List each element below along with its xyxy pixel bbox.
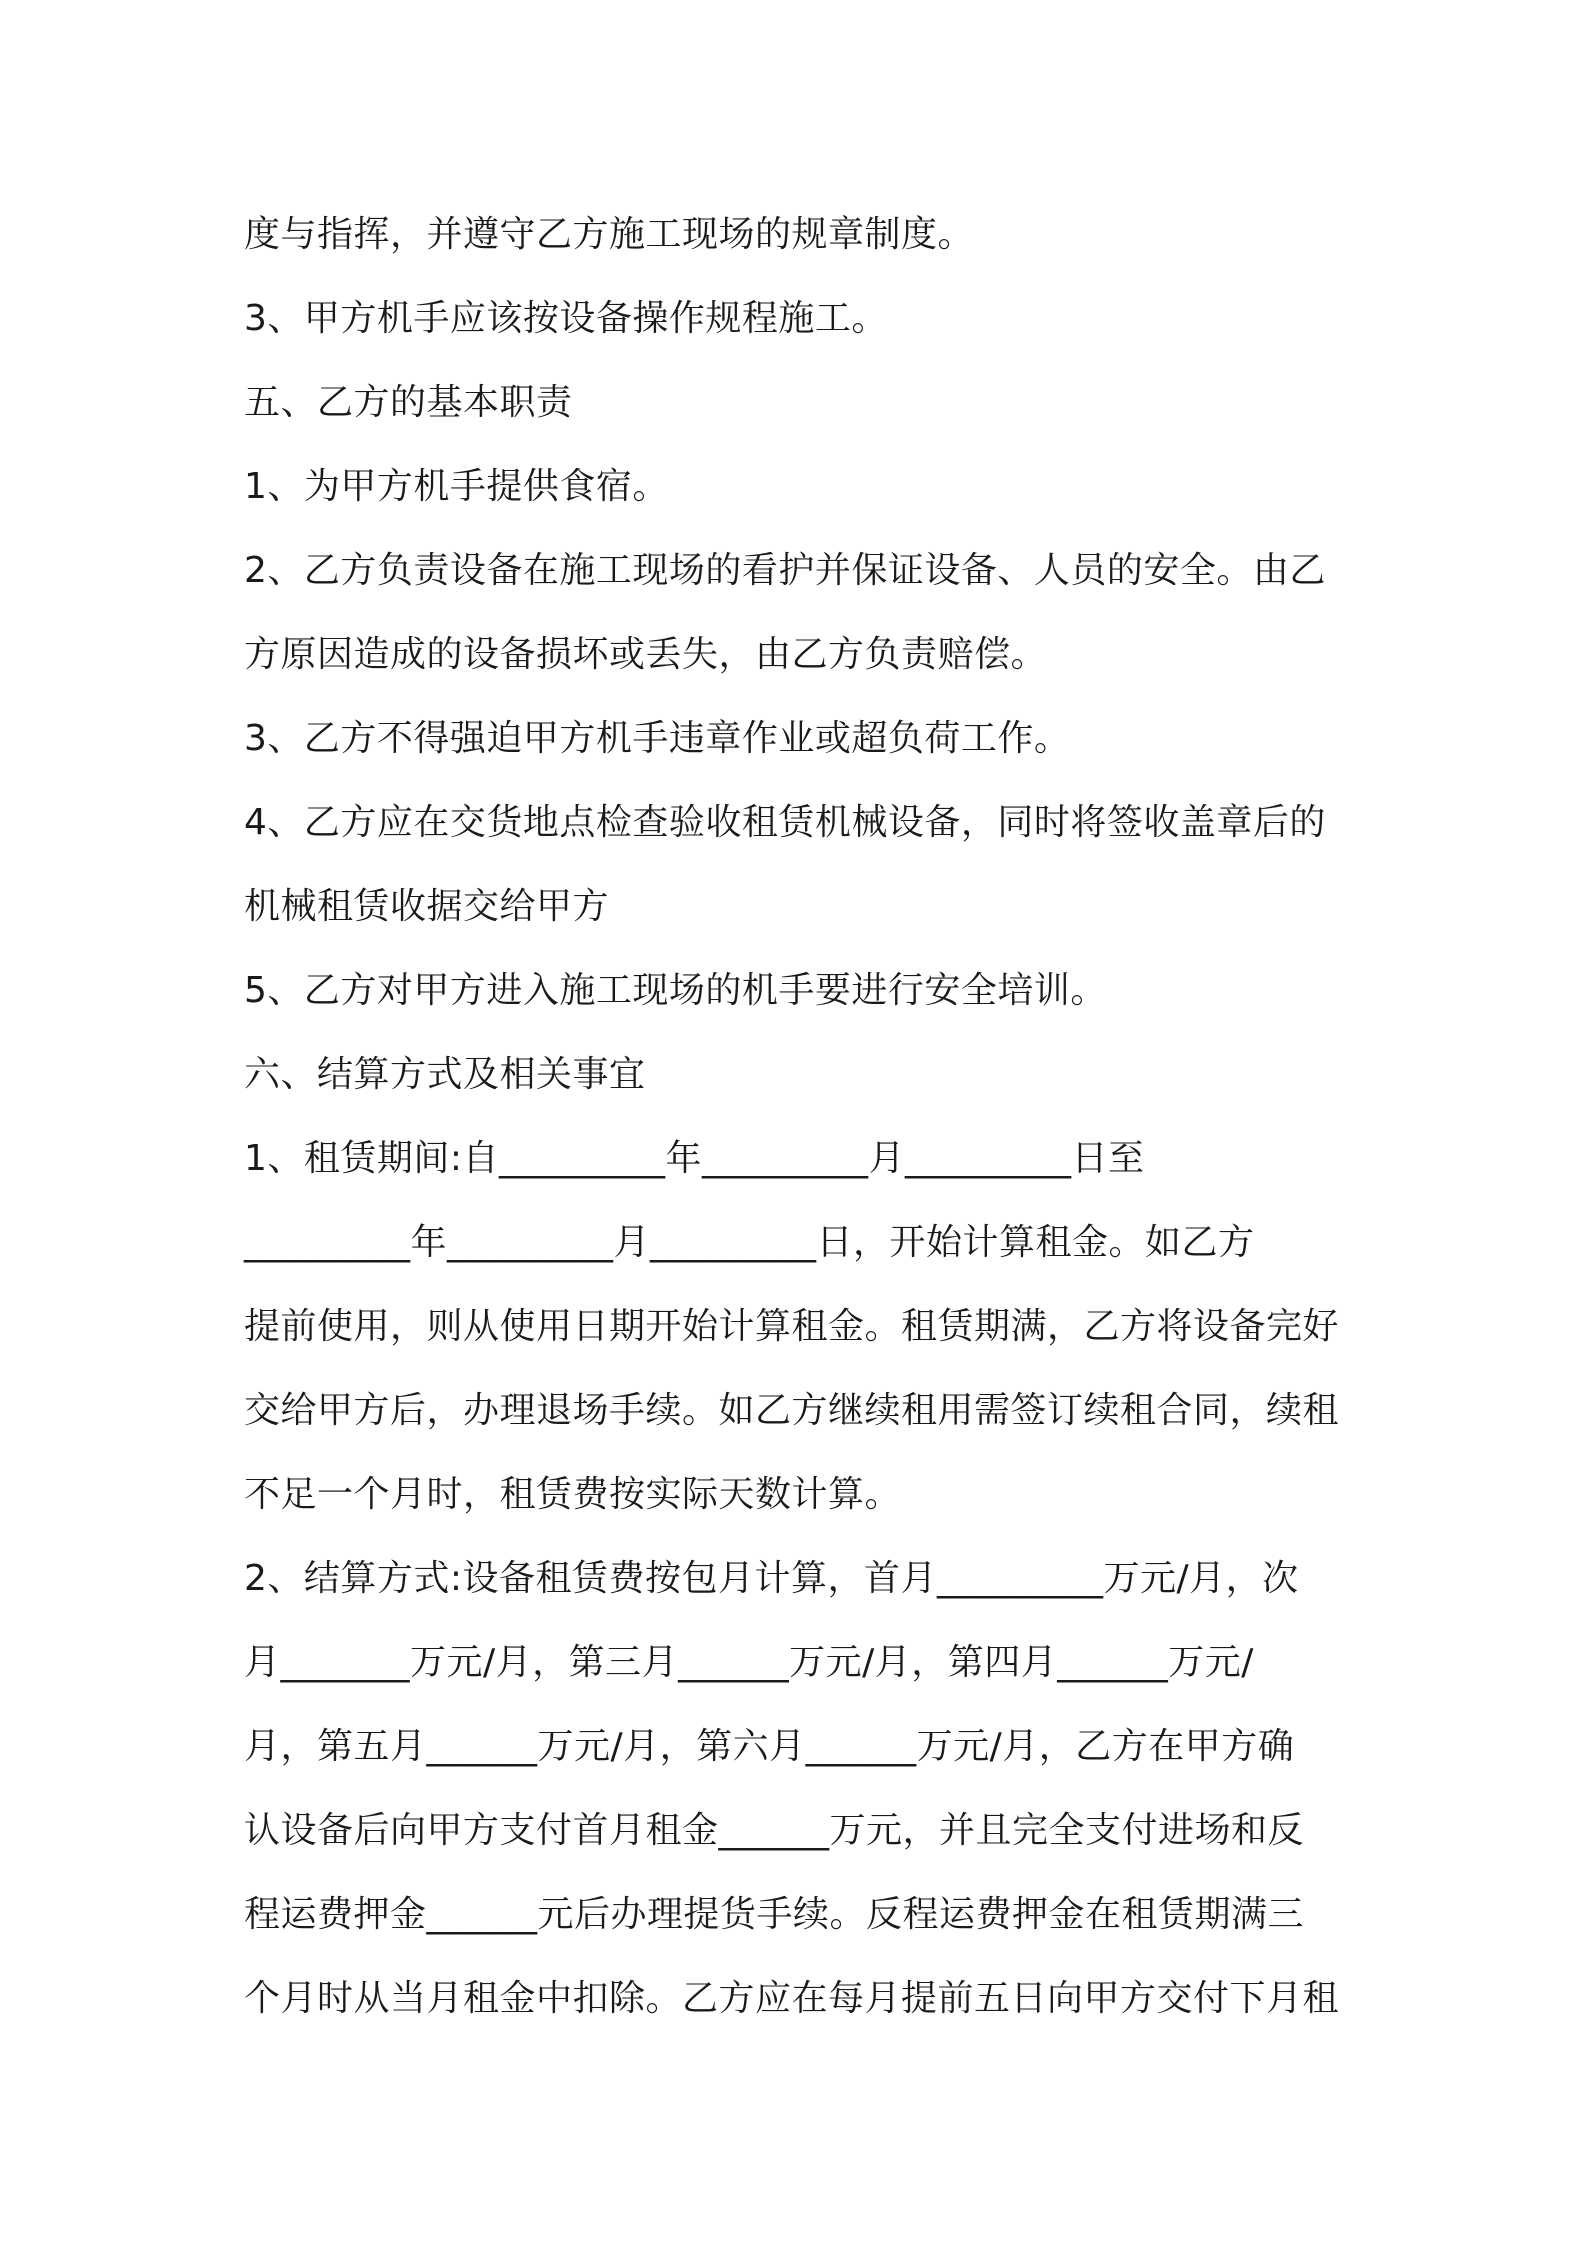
paragraph-line: 交给甲方后，办理退场手续。如乙方继续租用需签订续租合同，续租	[244, 1390, 1340, 1431]
paragraph-line: 度与指挥，并遵守乙方施工现场的规章制度。	[244, 214, 975, 255]
paragraph-line: 提前使用，则从使用日期开始计算租金。租赁期满，乙方将设备完好	[244, 1306, 1340, 1347]
paragraph-line: 方原因造成的设备损坏或丢失，由乙方负责赔偿。	[244, 634, 1048, 675]
paragraph-line: 1、为甲方机手提供食宿。	[244, 466, 669, 507]
section-heading: 六、结算方式及相关事宜	[244, 1054, 646, 1095]
paragraph-line: _________年_________月_________日，开始计算租金。如乙方	[244, 1222, 1255, 1263]
document-body	[244, 193, 1364, 2041]
paragraph-line: 机械租赁收据交给甲方	[244, 886, 610, 927]
paragraph-line: 程运费押金______元后办理提货手续。反程运费押金在租赁期满三	[244, 1894, 1305, 1935]
paragraph-line: 个月时从当月租金中扣除。乙方应在每月提前五日向甲方交付下月租	[244, 1978, 1340, 2019]
paragraph-line: 2、结算方式:设备租赁费按包月计算，首月_________万元/月，次	[244, 1558, 1299, 1599]
paragraph-line: 2、乙方负责设备在施工现场的看护并保证设备、人员的安全。由乙	[244, 550, 1326, 591]
paragraph-line: 3、乙方不得强迫甲方机手违章作业或超负荷工作。	[244, 718, 1071, 759]
paragraph-line: 1、租赁期间:自_________年_________月_________日至	[244, 1138, 1145, 1179]
paragraph-line: 认设备后向甲方支付首月租金______万元，并且完全支付进场和反	[244, 1810, 1305, 1851]
paragraph-line: 5、乙方对甲方进入施工现场的机手要进行安全培训。	[244, 970, 1107, 1011]
paragraph-line: 不足一个月时，租赁费按实际天数计算。	[244, 1474, 902, 1515]
paragraph-line: 月_______万元/月，第三月______万元/月，第四月______万元/	[244, 1642, 1254, 1683]
paragraph-line: 4、乙方应在交货地点检查验收租赁机械设备，同时将签收盖章后的	[244, 802, 1326, 843]
paragraph-line: 月，第五月______万元/月，第六月______万元/月，乙方在甲方确	[244, 1726, 1295, 1767]
paragraph-line: 3、甲方机手应该按设备操作规程施工。	[244, 298, 888, 339]
section-heading: 五、乙方的基本职责	[244, 382, 573, 423]
